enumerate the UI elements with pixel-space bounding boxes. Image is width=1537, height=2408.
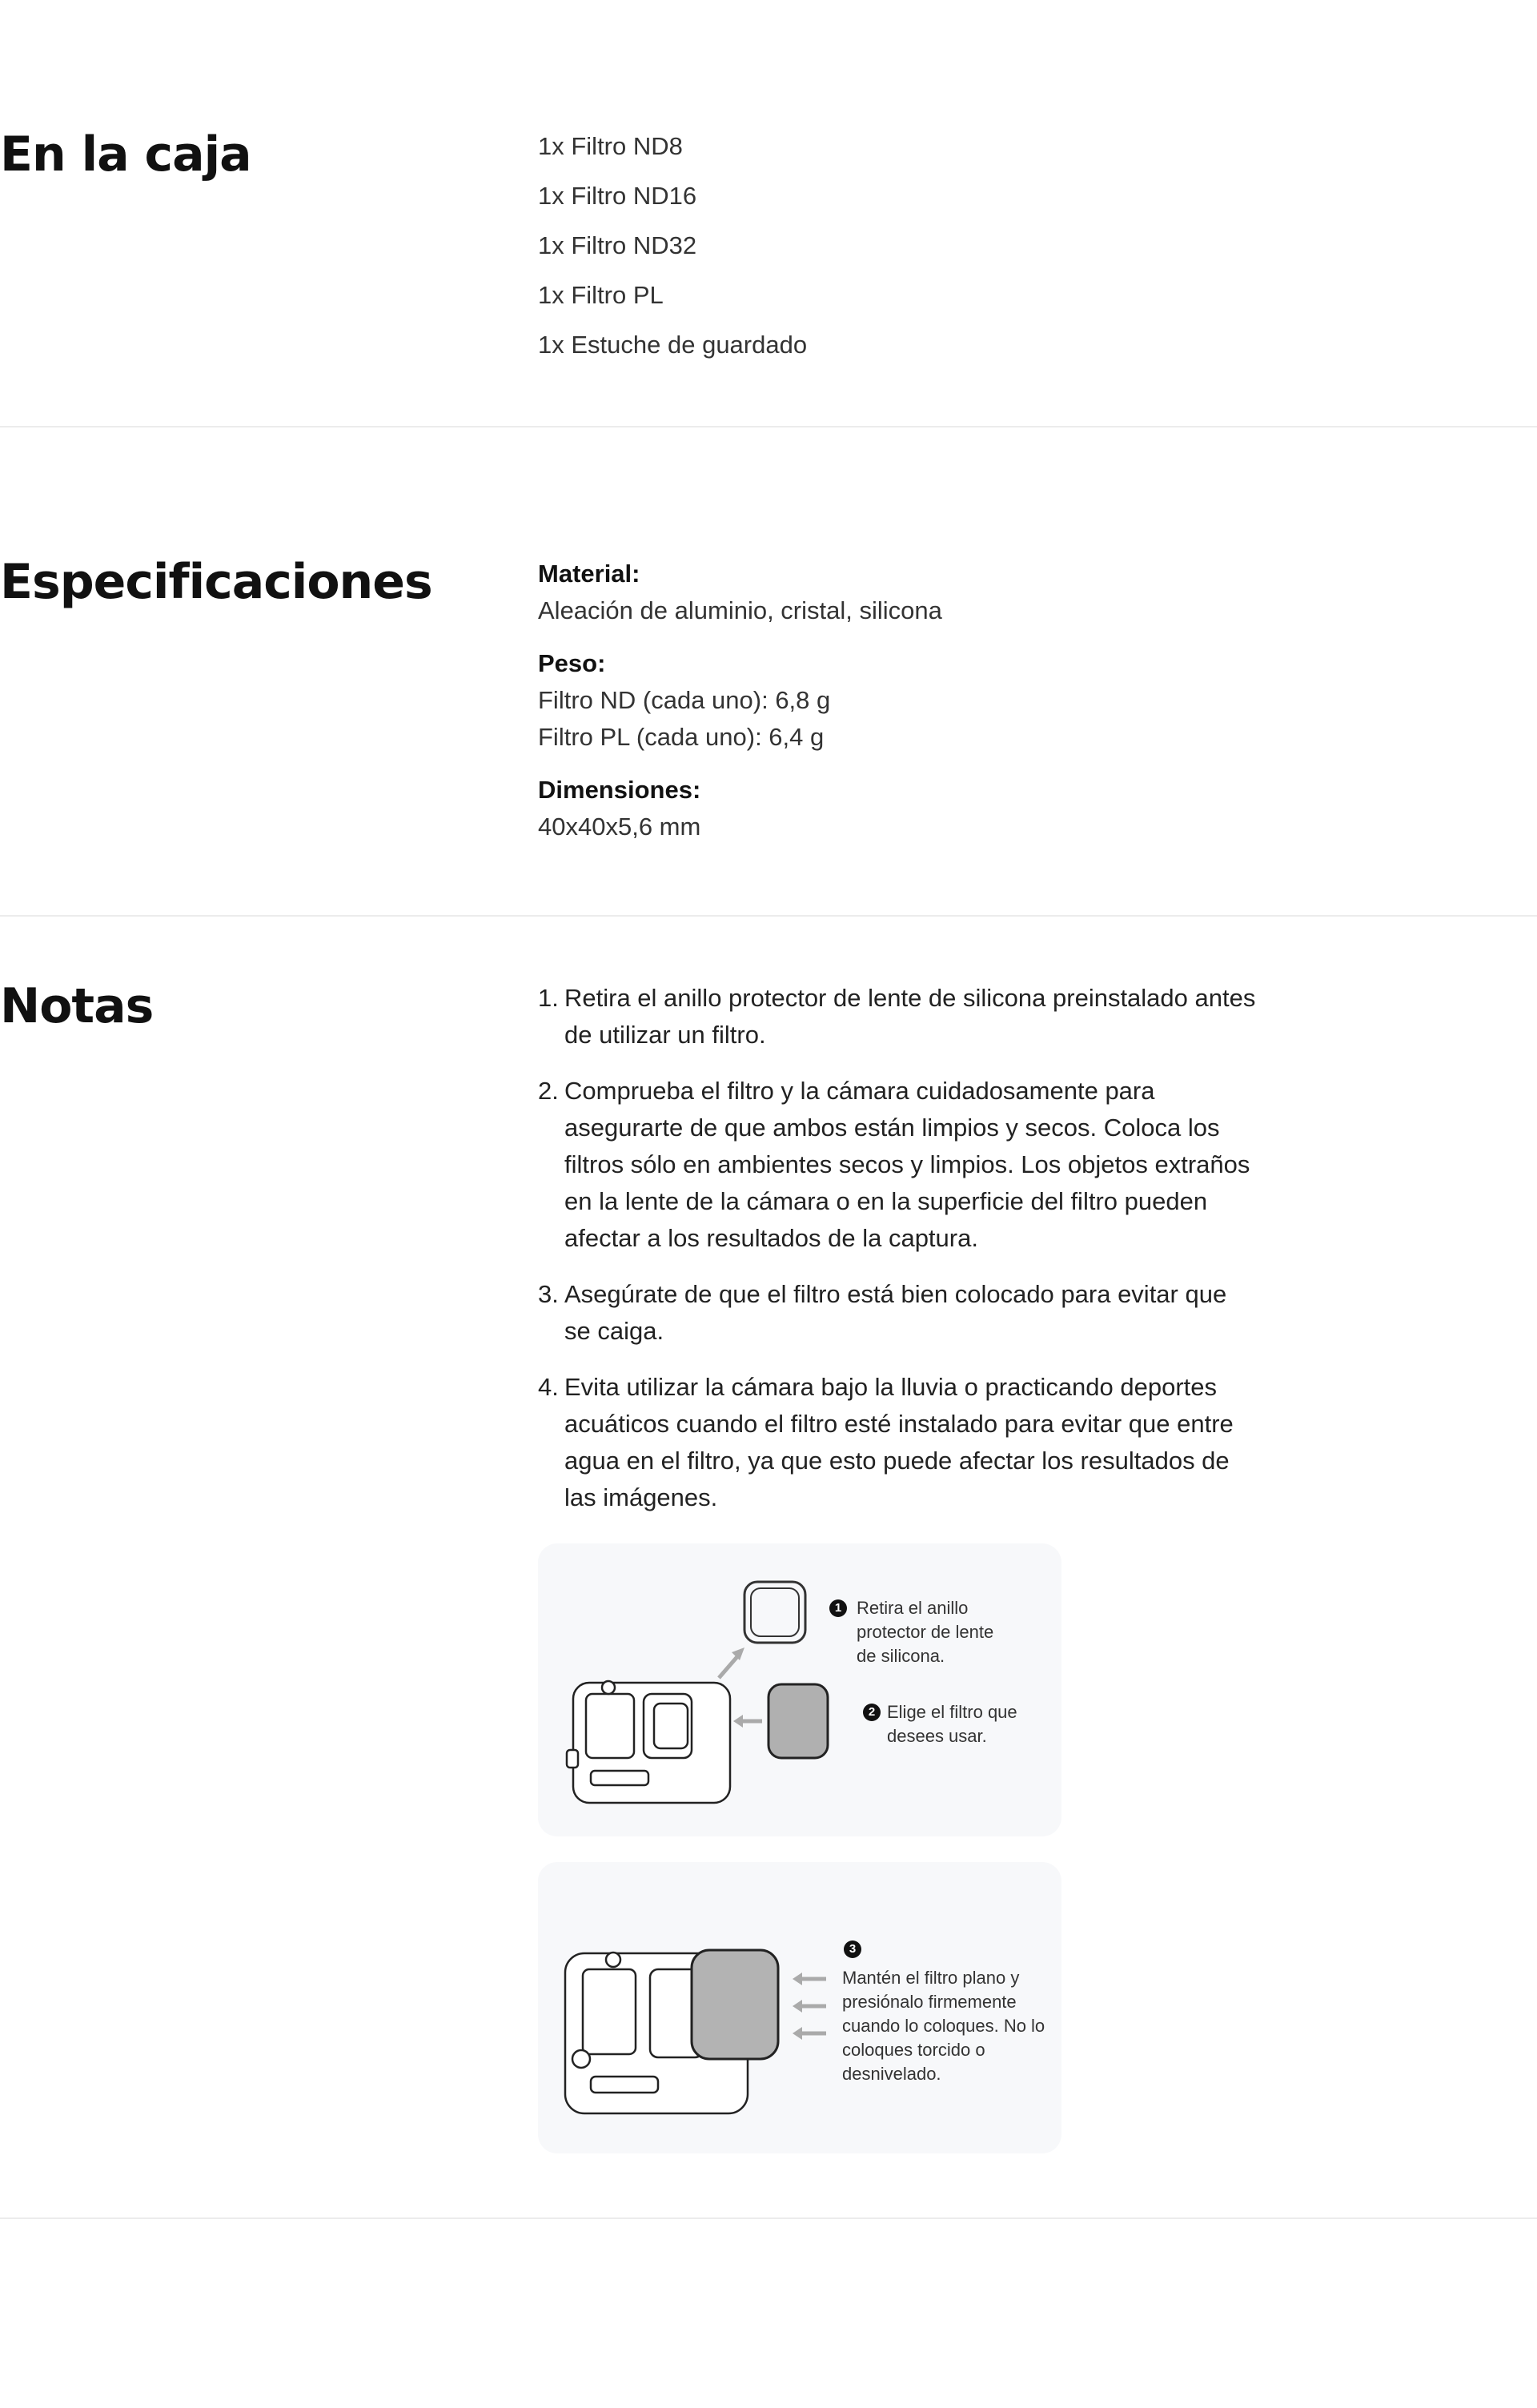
box-item: 1x Filtro ND16 (538, 182, 697, 210)
box-item: 1x Filtro ND8 (538, 132, 683, 160)
note-number: 2. (538, 1077, 559, 1105)
spec-label: Peso: (538, 649, 606, 677)
spec-weight (538, 645, 942, 756)
step-badge: 2 (863, 1704, 881, 1721)
figure-attach-filter (538, 1862, 1061, 2153)
specs-section-title: Especificaciones (0, 554, 432, 610)
spec-label: Dimensiones: (538, 776, 701, 804)
note-number: 3. (538, 1280, 559, 1308)
spec-value: Filtro ND (cada uno): 6,8 g (538, 686, 831, 714)
step-3-text: Mantén el filtro plano y presiónalo firmemente cuando lo coloques. No lo coloques torcido o desnivelado. (842, 1968, 1045, 2084)
step-1-text: Retira el anillo protector de lente de silicona. (857, 1598, 994, 1666)
note-item (538, 1276, 1258, 1350)
box-item: 1x Filtro PL (538, 281, 664, 309)
box-contents-list (538, 128, 807, 376)
section-divider (0, 915, 1537, 917)
step-badge: 1 (829, 1599, 847, 1617)
note-item (538, 1073, 1258, 1257)
note-item (538, 1369, 1258, 1516)
step-badge: 3 (844, 1940, 861, 1958)
spec-value: Filtro PL (cada uno): 6,4 g (538, 723, 825, 751)
camera-filter-illustration (538, 1543, 1061, 1836)
spec-material (538, 556, 942, 629)
box-section-title: En la caja (0, 126, 251, 183)
note-item (538, 980, 1258, 1054)
box-item: 1x Estuche de guardado (538, 331, 808, 359)
specs-list (538, 556, 942, 861)
note-text: Retira el anillo protector de lente de silicona preinstalado antes de utilizar un filtro. (564, 984, 1256, 1049)
notes-section-title: Notas (0, 978, 154, 1034)
note-number: 1. (538, 984, 559, 1012)
spec-value: Aleación de aluminio, cristal, silicona (538, 596, 942, 624)
spec-value: 40x40x5,6 mm (538, 813, 701, 841)
spec-dimensions (538, 772, 942, 845)
figure-remove-ring (538, 1543, 1061, 1836)
box-item: 1x Filtro ND32 (538, 231, 697, 259)
section-divider (0, 426, 1537, 427)
note-text: Evita utilizar la cámara bajo la lluvia o practicando deportes acuáticos cuando el filtro esté instalado para evitar que entre agua en el filtro, ya que esto puede afectar los resultados de las imágenes. (564, 1373, 1234, 1511)
section-divider (0, 2217, 1537, 2219)
spec-label: Material: (538, 560, 640, 588)
note-text: Asegúrate de que el filtro está bien colocado para evitar que se caiga. (564, 1280, 1227, 1345)
note-text: Comprueba el filtro y la cámara cuidadosamente para asegurarte de que ambos están limpios y secos. Coloca los filtros sólo en ambientes secos y limpios. Los objetos extraños en la lente de la cámara o en la superficie del filtro pueden afectar a los resultados de la captura. (564, 1077, 1250, 1252)
note-number: 4. (538, 1373, 559, 1401)
notes-list (538, 980, 1258, 1535)
step-2-text: Elige el filtro que desees usar. (887, 1702, 1017, 1746)
